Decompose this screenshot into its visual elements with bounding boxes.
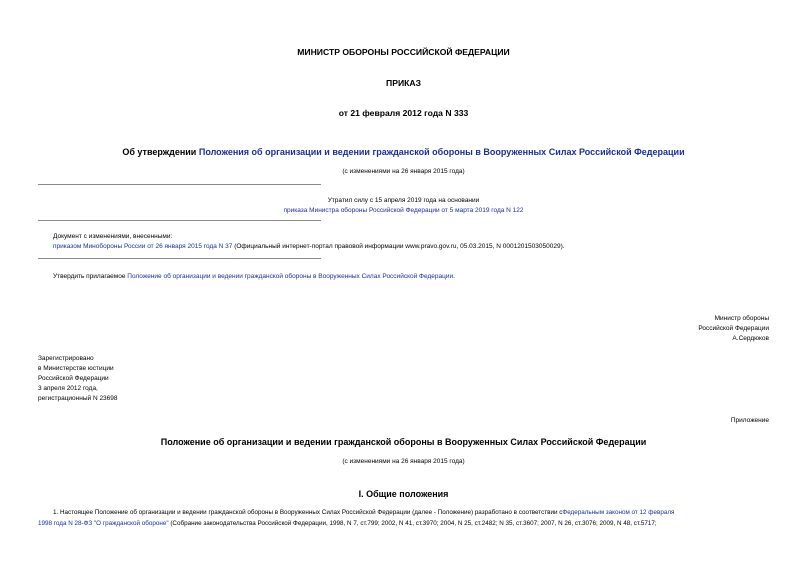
approve-paragraph bbox=[53, 273, 455, 280]
title-prefix: Об утверждении bbox=[122, 147, 199, 157]
ministry-heading: МИНИСТР ОБОРОНЫ РОССИЙСКОЙ ФЕДЕРАЦИИ bbox=[297, 47, 510, 57]
paragraph-1-rest: (Собрание законодательства Российской Федерации, 1998, N 7, ст.799; 2002, N 41, ст.3970; 2004, N 25, ст.2482; N 35, ст.3607; 2007, N 26, ст.3076; 2009, N 48, ст.5717; bbox=[168, 520, 657, 527]
approve-prefix: Утвердить прилагаемое bbox=[53, 273, 128, 280]
appendix-label: Приложение bbox=[730, 417, 769, 424]
signature-position: Министр обороны bbox=[714, 315, 769, 322]
signature-org: Российской Федерации bbox=[698, 325, 769, 332]
law-link-part-1[interactable]: Федеральным законом от 12 февраля bbox=[562, 509, 675, 516]
paragraph-1-text: 1. Настоящее Положение об организации и ведении гражданской обороны в Вооруженных Силах Российской Федерации (далее - Положение) разработано в соответствии с bbox=[53, 509, 563, 516]
approve-link[interactable]: Положение об организации и ведении гражданской обороны в Вооруженных Силах Российской Федерации bbox=[127, 273, 454, 280]
registration-line-3: Российской Федерации bbox=[38, 375, 109, 382]
appendix-title: Положение об организации и ведении гражданской обороны в Вооруженных Силах Российской Федерации bbox=[160, 437, 647, 447]
paragraph-1-line-2 bbox=[38, 518, 657, 530]
registration-line-5: регистрационный N 23698 bbox=[38, 395, 118, 402]
document-title bbox=[0, 147, 807, 157]
appendix-amended-note: (с изменениями на 26 января 2015 года) bbox=[342, 458, 465, 465]
divider-2 bbox=[38, 220, 321, 221]
registration-line-4: 3 апреля 2012 года, bbox=[38, 385, 98, 392]
changes-link[interactable]: приказом Минобороны России от 26 января 2015 года N 37 bbox=[53, 243, 233, 250]
changes-source: (Официальный интернет-портал правовой информации www.pravo.gov.ru, 05.03.2015, N 0001201503050029). bbox=[232, 243, 565, 250]
divider-1 bbox=[38, 184, 321, 185]
law-link-part-2[interactable]: 1998 года N 28-ФЗ "О гражданской обороне" bbox=[38, 520, 169, 527]
doc-type-heading: ПРИКАЗ bbox=[386, 78, 421, 88]
void-notice-link[interactable]: приказа Министра обороны Российской Федерации от 5 марта 2019 года N 122 bbox=[283, 207, 524, 214]
changes-label: Документ с изменениями, внесенными: bbox=[53, 233, 173, 240]
approve-suffix: . bbox=[453, 273, 455, 280]
date-number-heading: от 21 февраля 2012 года N 333 bbox=[338, 108, 469, 118]
divider-3 bbox=[38, 258, 321, 259]
section-heading: I. Общие положения bbox=[358, 489, 449, 499]
registration-line-2: в Министерстве юстиции bbox=[38, 365, 114, 372]
registration-line-1: Зарегистрировано bbox=[38, 355, 94, 362]
title-link[interactable]: Положения об организации и ведении гражданской обороны в Вооруженных Силах Российской Федерации bbox=[198, 147, 685, 157]
signature-name: А.Сердюков bbox=[732, 335, 769, 342]
changes-reference bbox=[53, 243, 565, 250]
paragraph-1-line-1 bbox=[53, 507, 674, 519]
void-notice-text: Утратил силу с 15 апреля 2019 года на основании bbox=[327, 197, 480, 204]
amended-note: (с изменениями на 26 января 2015 года) bbox=[342, 168, 465, 175]
